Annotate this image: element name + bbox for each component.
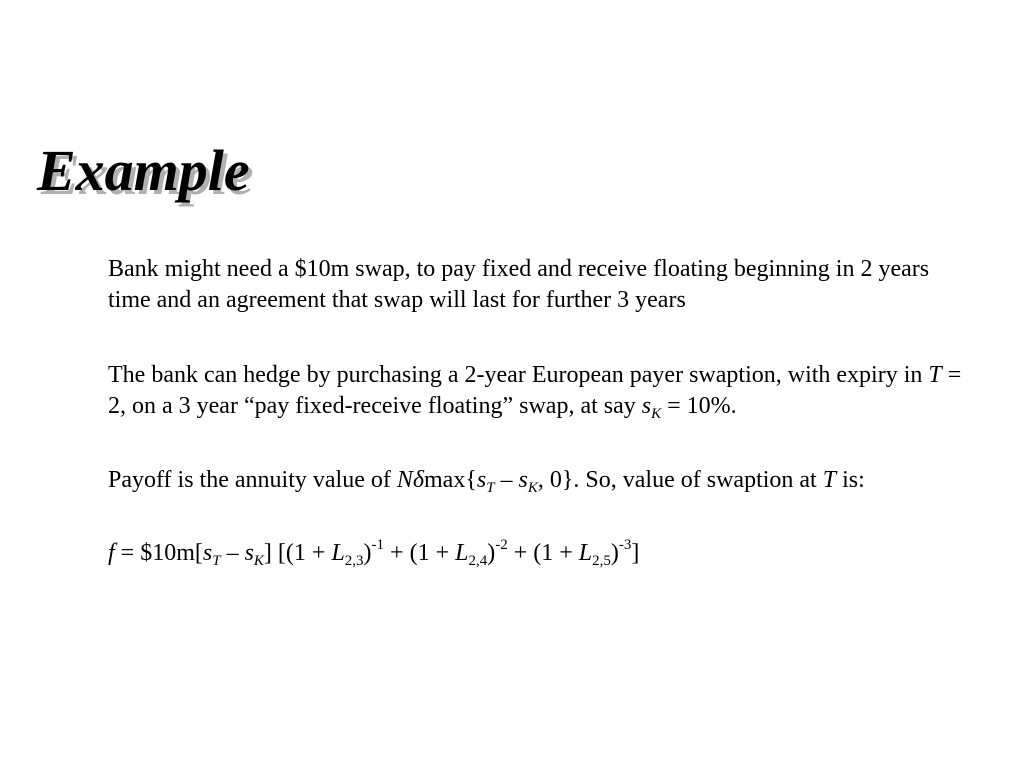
formula-paren-close: ) — [363, 540, 372, 566]
payoff-max: max{ — [424, 467, 477, 493]
payoff-text-1: Payoff is the annuity value of — [108, 467, 397, 493]
subscript-T: T — [486, 480, 495, 496]
hedge-text-1: The bank can hedge by purchasing a 2-year European payer swaption, with expiry in — [108, 362, 929, 388]
variable-T: T — [822, 467, 837, 493]
variable-L: L — [578, 540, 593, 566]
variable-T: T — [928, 362, 942, 388]
paragraph-hedge — [108, 360, 968, 422]
exponent-minus-3: -3 — [618, 537, 632, 553]
payoff-text-2: , 0}. So, value of swaption at — [537, 467, 823, 493]
slide-body — [108, 254, 968, 613]
variable-N-delta: Nδ — [396, 467, 425, 493]
formula-plus: + (1 + — [507, 540, 579, 566]
variable-s-T: s — [202, 540, 213, 566]
variable-s-K: s — [244, 540, 254, 566]
hedge-text-3: = 10%. — [661, 393, 737, 419]
paragraph-payoff — [108, 465, 968, 496]
subscript-2-5: 2,5 — [592, 553, 611, 569]
formula-amount: = $10m[ — [114, 540, 203, 566]
subscript-T: T — [212, 553, 221, 569]
variable-L: L — [331, 540, 345, 566]
formula-end: ] — [631, 540, 640, 566]
paragraph-swap-need: Bank might need a $10m swap, to pay fixed and receive floating beginning in 2 years time and an agreement that swap will last for further 3 years — [108, 256, 930, 313]
variable-s-T: s — [476, 467, 487, 493]
formula-paren-close: ) — [610, 540, 619, 566]
subscript-2-4: 2,4 — [468, 553, 488, 569]
variable-f: f — [108, 540, 115, 566]
formula-paren-close: ) — [487, 540, 496, 566]
subscript-K: K — [253, 553, 264, 569]
hedge-text-2: = 2, on a 3 year “pay fixed-receive floating” swap, at say — [108, 362, 962, 419]
formula-bracket-open: ] [(1 + — [263, 540, 332, 566]
formula-swaption-value — [108, 538, 968, 569]
exponent-minus-1: -1 — [371, 537, 385, 553]
payoff-text-3: is: — [836, 467, 865, 493]
subscript-K: K — [651, 406, 662, 422]
formula-plus: + (1 + — [384, 540, 456, 566]
variable-L: L — [455, 540, 469, 566]
formula-minus: – — [220, 540, 245, 566]
subscript-2-3: 2,3 — [344, 553, 364, 569]
payoff-minus: – — [494, 467, 519, 493]
subscript-K: K — [527, 480, 538, 496]
slide-title: Example — [37, 138, 250, 203]
variable-s: s — [641, 393, 652, 419]
exponent-minus-2: -2 — [495, 537, 508, 553]
variable-s-K: s — [518, 467, 528, 493]
